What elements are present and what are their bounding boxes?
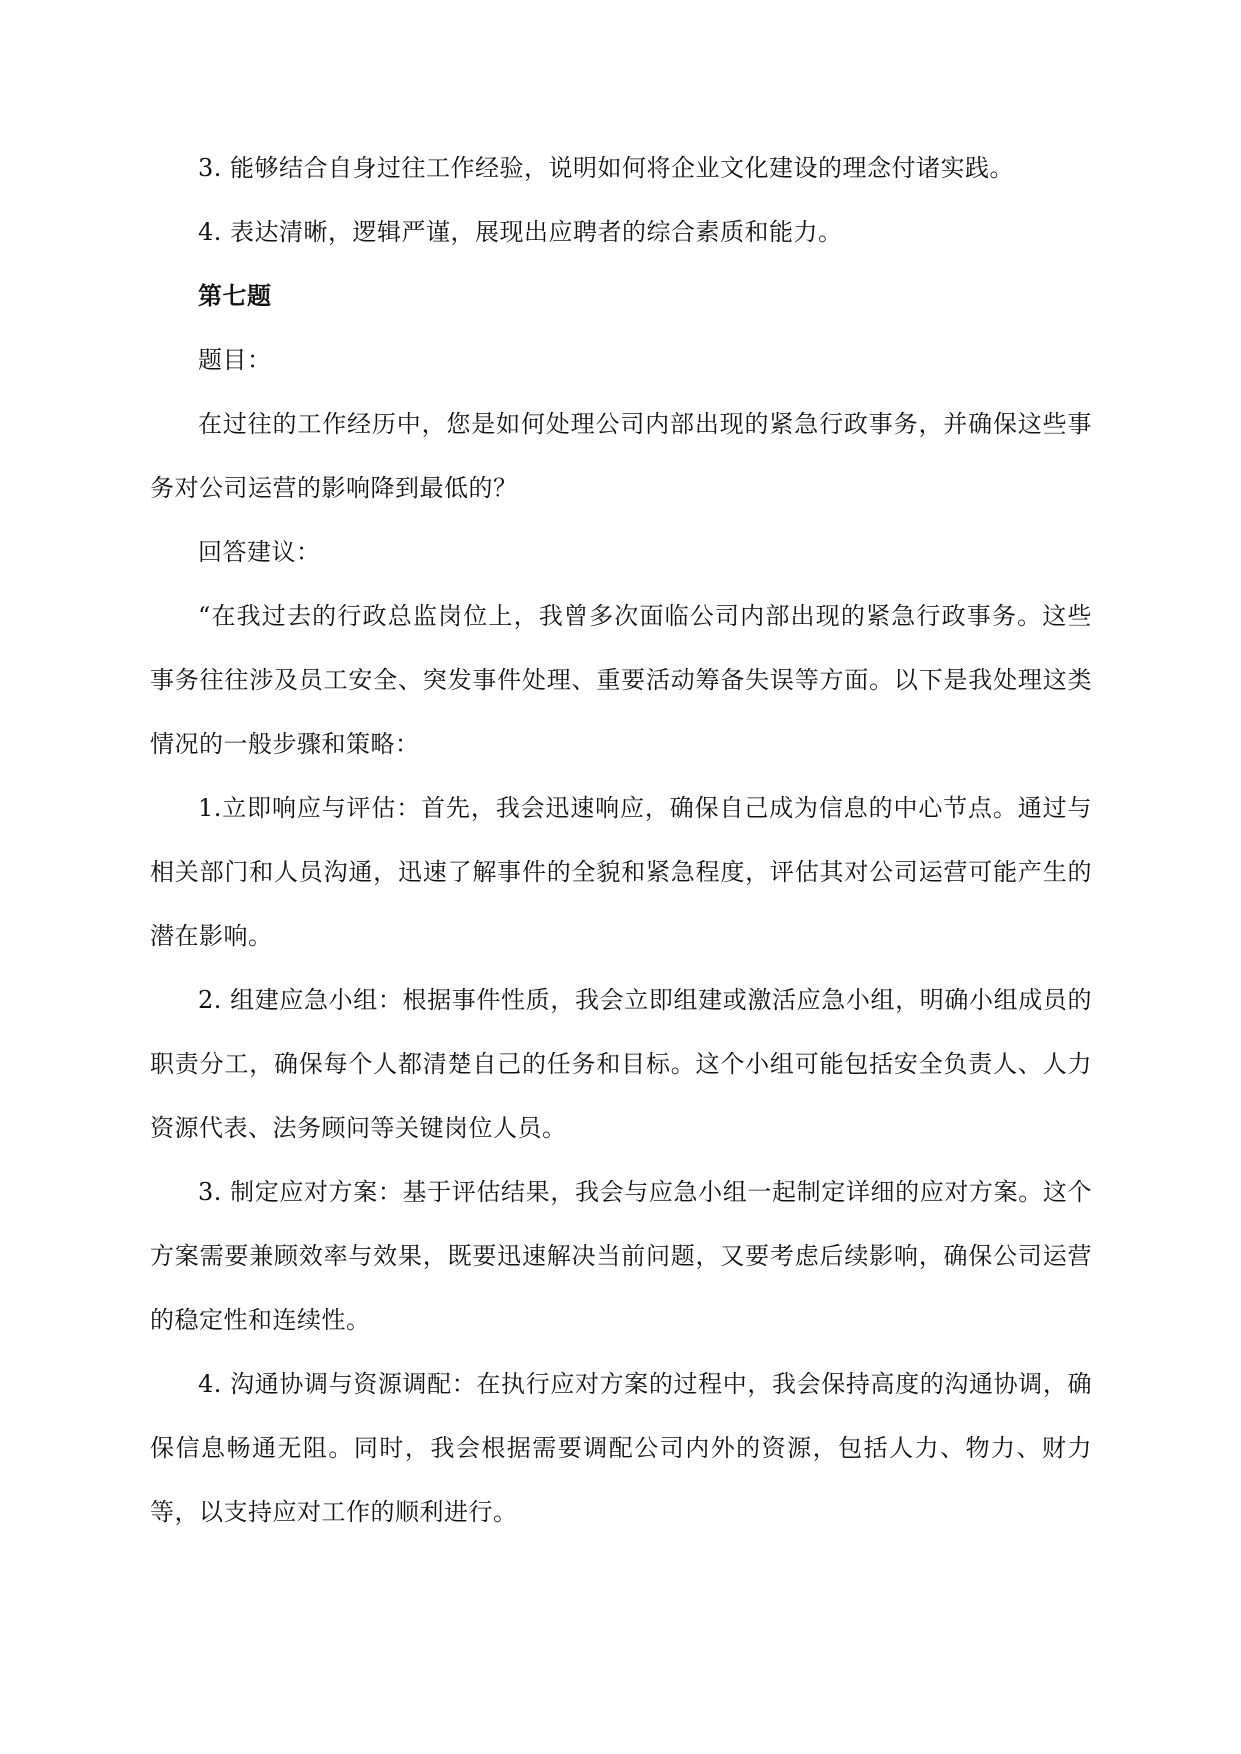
section-title: 第七题 (198, 281, 272, 310)
question-text: 在过往的工作经历中，您是如何处理公司内部出现的紧急行政事务，并确保这些事务对公司运营的影响降到最低的？ (150, 410, 1092, 502)
answer-intro: “在我过去的行政总监岗位上，我曾多次面临公司内部出现的紧急行政事务。这些事务往往涉及员工安全、突发事件处理、重要活动筹备失误等方面。以下是我处理这类情况的一般步骤和策略： (150, 602, 1092, 758)
answer-step-1: 1.立即响应与评估：首先，我会迅速响应，确保自己成为信息的中心节点。通过与相关部门和人员沟通，迅速了解事件的全貌和紧急程度，评估其对公司运营可能产生的潜在影响。 (150, 794, 1092, 950)
criteria-item-4: 4. 表达清晰，逻辑严谨，展现出应聘者的综合素质和能力。 (198, 218, 843, 246)
document-page (150, 0, 1092, 1754)
answer-step-3: 3. 制定应对方案：基于评估结果，我会与应急小组一起制定详细的应对方案。这个方案需要兼顾效率与效果，既要迅速解决当前问题，又要考虑后续影响，确保公司运营的稳定性和连续性。 (150, 1178, 1092, 1334)
answer-step-4: 4. 沟通协调与资源调配：在执行应对方案的过程中，我会保持高度的沟通协调，确保信息畅通无阻。同时，我会根据需要调配公司内外的资源，包括人力、物力、财力等，以支持应对工作的顺利进行。 (150, 1370, 1092, 1526)
criteria-item-3: 3. 能够结合自身过往工作经验，说明如何将企业文化建设的理念付诸实践。 (198, 154, 1015, 182)
answer-step-2: 2. 组建应急小组：根据事件性质，我会立即组建或激活应急小组，明确小组成员的职责分工，确保每个人都清楚自己的任务和目标。这个小组可能包括安全负责人、人力资源代表、法务顾问等关键岗位人员。 (150, 986, 1092, 1142)
answer-label: 回答建议： (198, 538, 321, 566)
question-label: 题目： (198, 346, 272, 374)
